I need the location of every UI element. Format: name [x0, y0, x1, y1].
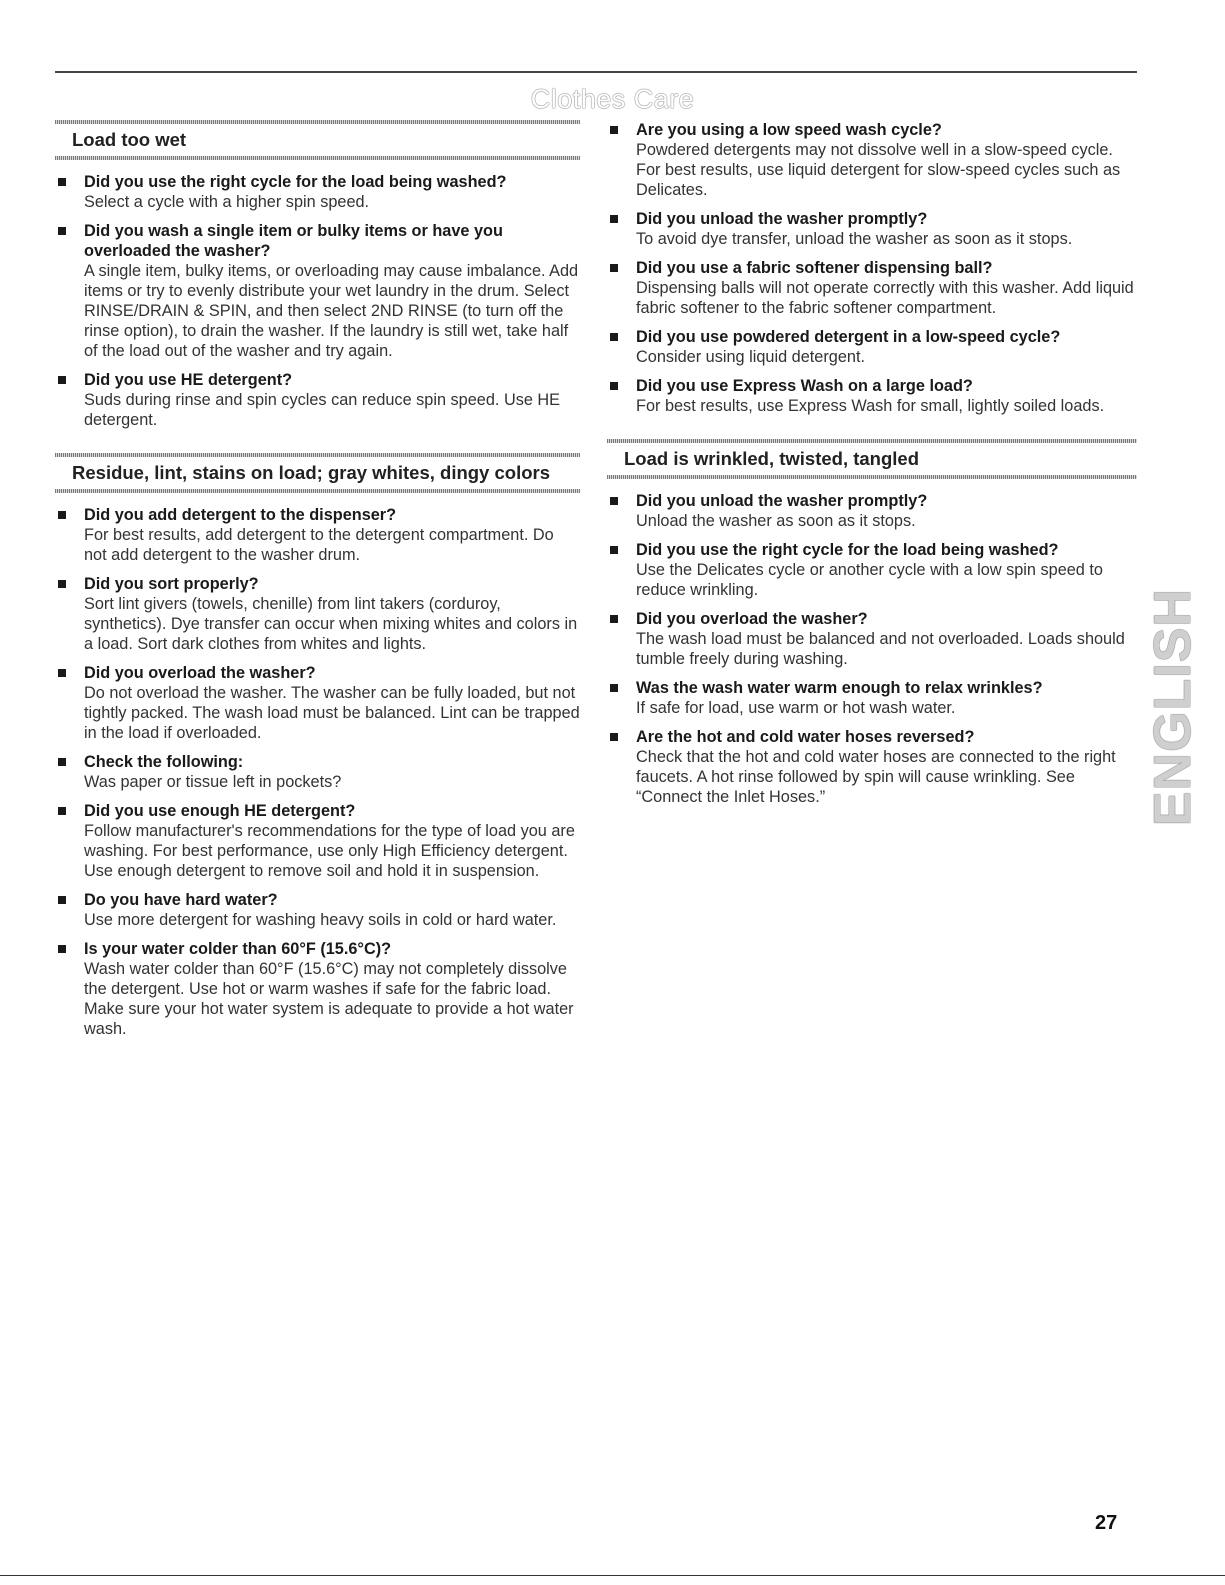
language-label: ENGLISH [1144, 587, 1202, 827]
question: Did you use Express Wash on a large load? [636, 377, 973, 395]
answer: Check that the hot and cold water hoses are connected to the right faucets. A hot rinse followed by spin will cause wrinkling. See “Connect the Inlet Hoses.” [636, 748, 1116, 806]
bullet-icon [610, 333, 618, 341]
answer: Suds during rinse and spin cycles can reduce spin speed. Use HE detergent. [84, 391, 561, 429]
bullet-icon [610, 615, 618, 623]
section-header-residue [55, 453, 580, 493]
answer: For best results, add detergent to the detergent compartment. Do not add detergent to the washer drum. [84, 526, 554, 564]
section-title: Load too wet [72, 129, 187, 150]
answer: Consider using liquid detergent. [636, 348, 865, 366]
question: Did you use HE detergent? [84, 371, 293, 389]
question: Did you overload the washer? [84, 664, 316, 682]
bullet-icon [610, 684, 618, 692]
answer: Dispensing balls will not operate correctly with this washer. Add liquid fabric softener to the fabric softener compartment. [636, 279, 1134, 317]
list-item [55, 172, 580, 212]
question: Did you sort properly? [84, 575, 259, 593]
answer: Unload the washer as soon as it stops. [636, 512, 916, 530]
bullet-icon [58, 376, 66, 384]
answer: Use more detergent for washing heavy soils in cold or hard water. [84, 911, 557, 929]
answer: Was paper or tissue left in pockets? [84, 773, 342, 791]
list-item [607, 540, 1137, 600]
list-item [55, 663, 580, 743]
answer: Wash water colder than 60°F (15.6°C) may not completely dissolve the detergent. Use hot or warm washes if safe for the fabric load. Make sure your hot water system is adequate to provide a hot water wash. [84, 960, 574, 1038]
question: Did you use a fabric softener dispensing ball? [636, 259, 993, 277]
language-side-tab [1145, 562, 1201, 852]
section-rule [607, 475, 1137, 479]
bullet-icon [58, 945, 66, 953]
section-rule [55, 489, 580, 493]
bullet-icon [58, 178, 66, 186]
question: Did you unload the washer promptly? [636, 210, 928, 228]
bullet-icon [58, 807, 66, 815]
list-item [55, 505, 580, 565]
question: Is your water colder than 60°F (15.6°C)? [84, 940, 392, 958]
list-item [607, 678, 1137, 718]
bottom-rule [0, 1575, 1225, 1576]
section-header-load-too-wet [55, 120, 580, 160]
list-item [607, 727, 1137, 807]
list-item [55, 370, 580, 430]
question: Check the following: [84, 753, 244, 771]
top-rule [55, 71, 1137, 73]
list-item [55, 221, 580, 361]
list-item [607, 120, 1137, 200]
list-item [607, 258, 1137, 318]
section-header-wrinkled [607, 439, 1137, 479]
list-item [607, 609, 1137, 669]
bullet-icon [610, 733, 618, 741]
bullet-icon [610, 497, 618, 505]
question: Did you use powdered detergent in a low-speed cycle? [636, 328, 1061, 346]
question: Did you unload the washer promptly? [636, 492, 928, 510]
answer: Follow manufacturer's recommendations for the type of load you are washing. For best performance, use only High Efficiency detergent. Use enough detergent to remove soil and hold it in suspension. [84, 822, 575, 880]
list-item [55, 890, 580, 930]
section-title: Residue, lint, stains on load; gray whites, dingy colors [72, 462, 551, 483]
list-item [607, 376, 1137, 416]
question: Did you use the right cycle for the load being washed? [636, 541, 1059, 559]
list-item [55, 752, 580, 792]
list-item [607, 209, 1137, 249]
answer: For best results, use Express Wash for small, lightly soiled loads. [636, 397, 1105, 415]
page-title: Clothes Care [530, 84, 695, 114]
question: Did you add detergent to the dispenser? [84, 506, 397, 524]
list-item [55, 574, 580, 654]
left-column [55, 120, 580, 1048]
question: Do you have hard water? [84, 891, 278, 909]
answer: Select a cycle with a higher spin speed. [84, 193, 370, 211]
answer: Use the Delicates cycle or another cycle with a low spin speed to reduce wrinkling. [636, 561, 1103, 599]
bullet-icon [610, 126, 618, 134]
question: Did you overload the washer? [636, 610, 868, 628]
answer: Powdered detergents may not dissolve well in a slow-speed cycle. For best results, use liquid detergent for slow-speed cycles such as Delicates. [636, 141, 1121, 199]
answer: To avoid dye transfer, unload the washer as soon as it stops. [636, 230, 1073, 248]
answer: The wash load must be balanced and not overloaded. Loads should tumble freely during washing. [636, 630, 1125, 668]
bullet-icon [58, 896, 66, 904]
bullet-icon [58, 227, 66, 235]
answer: If safe for load, use warm or hot wash water. [636, 699, 956, 717]
bullet-icon [610, 546, 618, 554]
question: Are the hot and cold water hoses reversed? [636, 728, 975, 746]
section-rule [55, 156, 580, 160]
answer: Do not overload the washer. The washer can be fully loaded, but not tightly packed. The wash load must be balanced. Lint can be trapped in the load if overloaded. [84, 684, 580, 742]
question: Was the wash water warm enough to relax wrinkles? [636, 679, 1043, 697]
section-title: Load is wrinkled, twisted, tangled [624, 448, 920, 469]
bullet-icon [58, 669, 66, 677]
question: Are you using a low speed wash cycle? [636, 121, 942, 139]
bullet-icon [610, 264, 618, 272]
question: Did you use the right cycle for the load being washed? [84, 173, 507, 191]
list-item [55, 939, 580, 1039]
question: Did you wash a single item or bulky items or have you overloaded the washer? [84, 222, 503, 260]
list-item [607, 491, 1137, 531]
question: Did you use enough HE detergent? [84, 802, 356, 820]
answer: A single item, bulky items, or overloading may cause imbalance. Add items or try to evenly distribute your wet laundry in the drum. Select RINSE/DRAIN & SPIN, and then select 2ND RINSE (to turn off the rinse option), to drain the washer. If the laundry is still wet, take half of the load out of the washer and try again. [84, 262, 579, 360]
list-item [55, 801, 580, 881]
list-item [607, 327, 1137, 367]
bullet-icon [610, 215, 618, 223]
right-column [607, 120, 1137, 816]
bullet-icon [58, 580, 66, 588]
answer: Sort lint givers (towels, chenille) from lint takers (corduroy, synthetics). Dye transfer can occur when mixing whites and colors in a load. Sort dark clothes from whites and lights. [84, 595, 578, 653]
bullet-icon [58, 758, 66, 766]
bullet-icon [610, 382, 618, 390]
bullet-icon [58, 511, 66, 519]
page-number: 27 [1095, 1512, 1118, 1534]
